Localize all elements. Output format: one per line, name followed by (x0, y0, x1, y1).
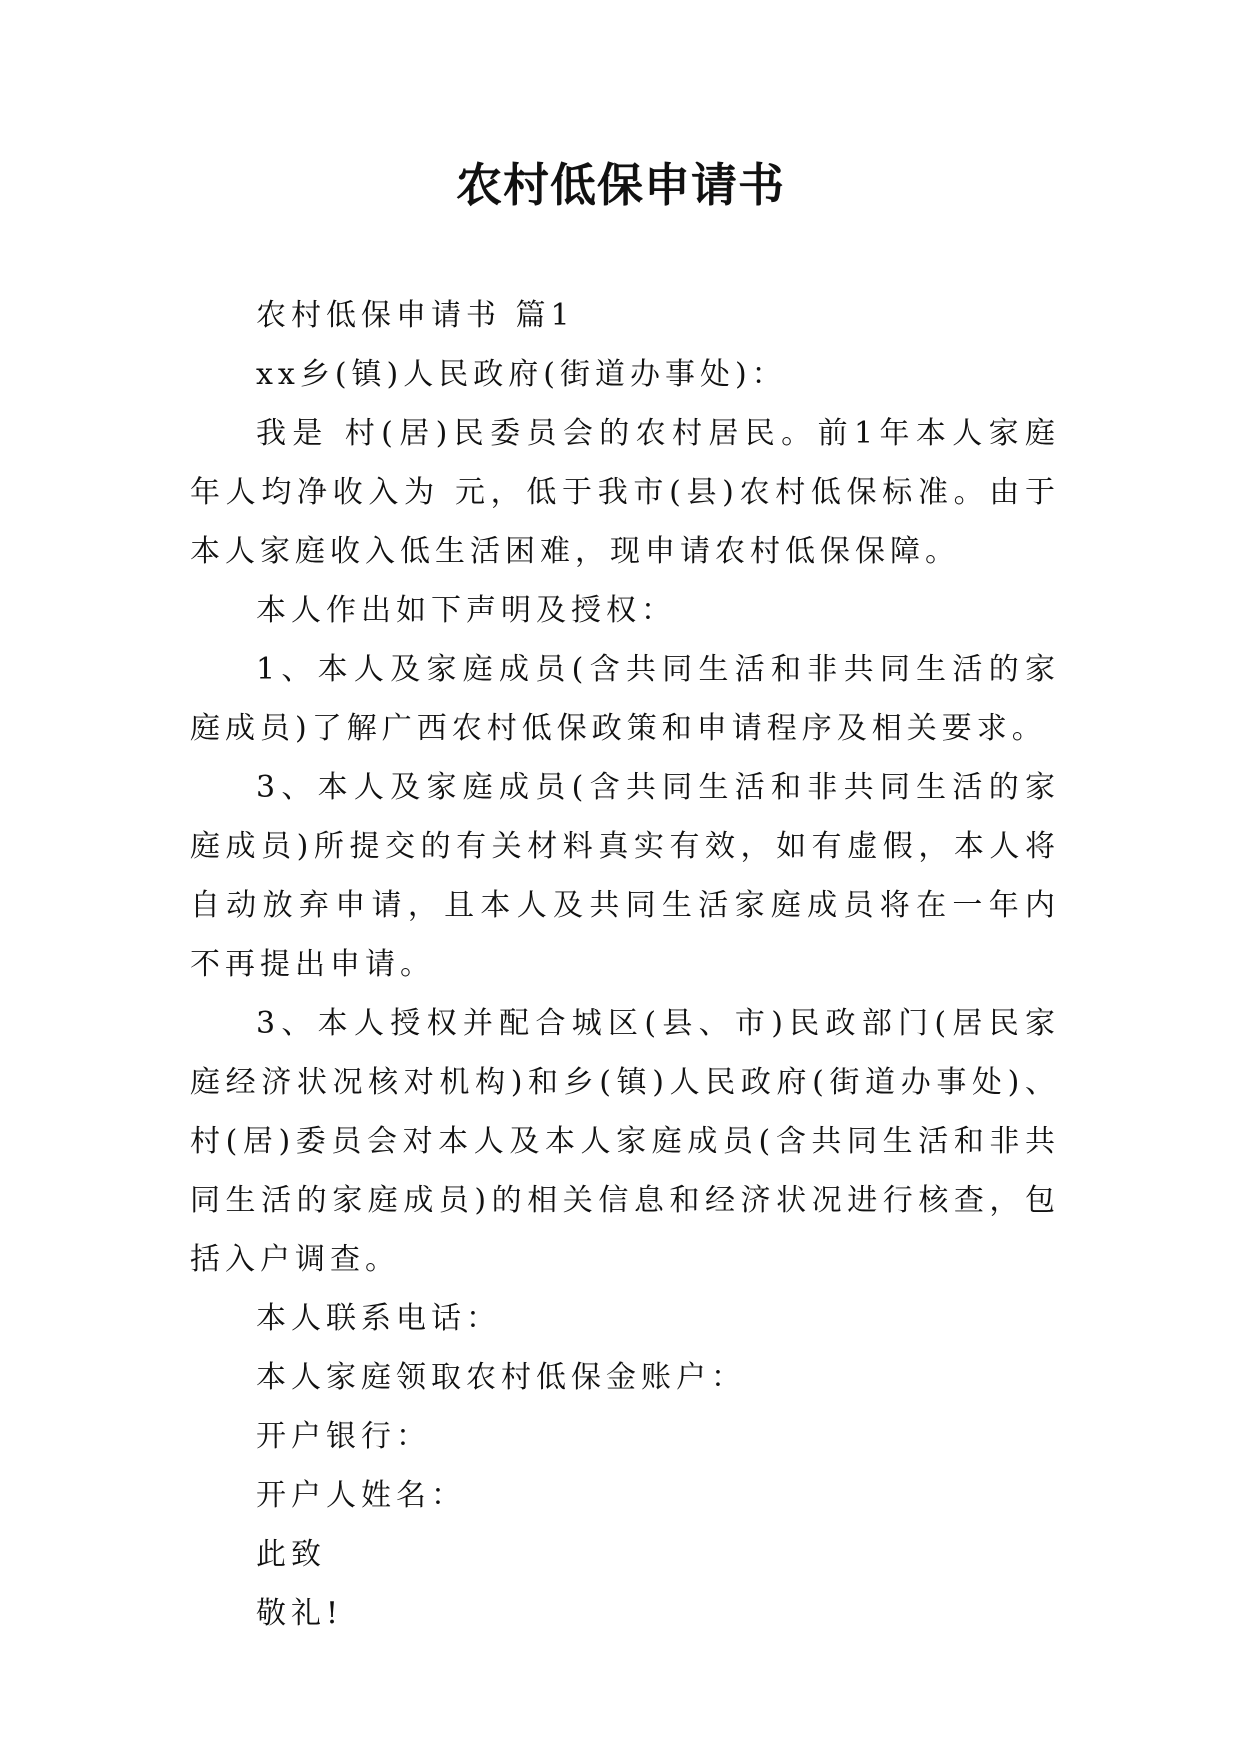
contact-phone-line: 本人联系电话： (256, 1301, 501, 1336)
closing-line: 此致 (256, 1537, 326, 1572)
declaration-item-3: 3、本人授权并配合城区(县、市)民政部门(居民家庭经济状况核对机构)和乡(镇)人民政府(街道办事处)、村(居)委员会对本人及本人家庭成员(含共同生活和非共同生活的家庭成员)的相关信息和经济状况进行核查，包括入户调查。 (190, 1006, 1060, 1277)
declaration-item-2: 3、本人及家庭成员(含共同生活和非共同生活的家庭成员)所提交的有关材料真实有效，如有虚假，本人将自动放弃申请，且本人及共同生活家庭成员将在一年内不再提出申请。 (190, 770, 1060, 982)
document-body (190, 286, 1060, 1643)
document-title: 农村低保申请书 (456, 158, 785, 212)
account-line: 本人家庭领取农村低保金账户： (256, 1360, 746, 1395)
bank-line: 开户银行： (256, 1419, 431, 1454)
account-holder-line: 开户人姓名： (256, 1478, 466, 1513)
declaration-intro: 本人作出如下声明及授权： (256, 593, 676, 628)
application-paragraph: 我是 村(居)民委员会的农村居民。前1年本人家庭年人均净收入为 元，低于我市(县)农村低保标准。由于本人家庭收入低生活困难，现申请农村低保保障。 (190, 416, 1060, 569)
addressee-line: xx乡(镇)人民政府(街道办事处)： (256, 357, 787, 392)
declaration-item-1: 1、本人及家庭成员(含共同生活和非共同生活的家庭成员)了解广西农村低保政策和申请程序及相关要求。 (190, 652, 1060, 746)
section-heading: 农村低保申请书 篇1 (256, 298, 575, 333)
salutation-line: 敬礼! (256, 1596, 344, 1631)
